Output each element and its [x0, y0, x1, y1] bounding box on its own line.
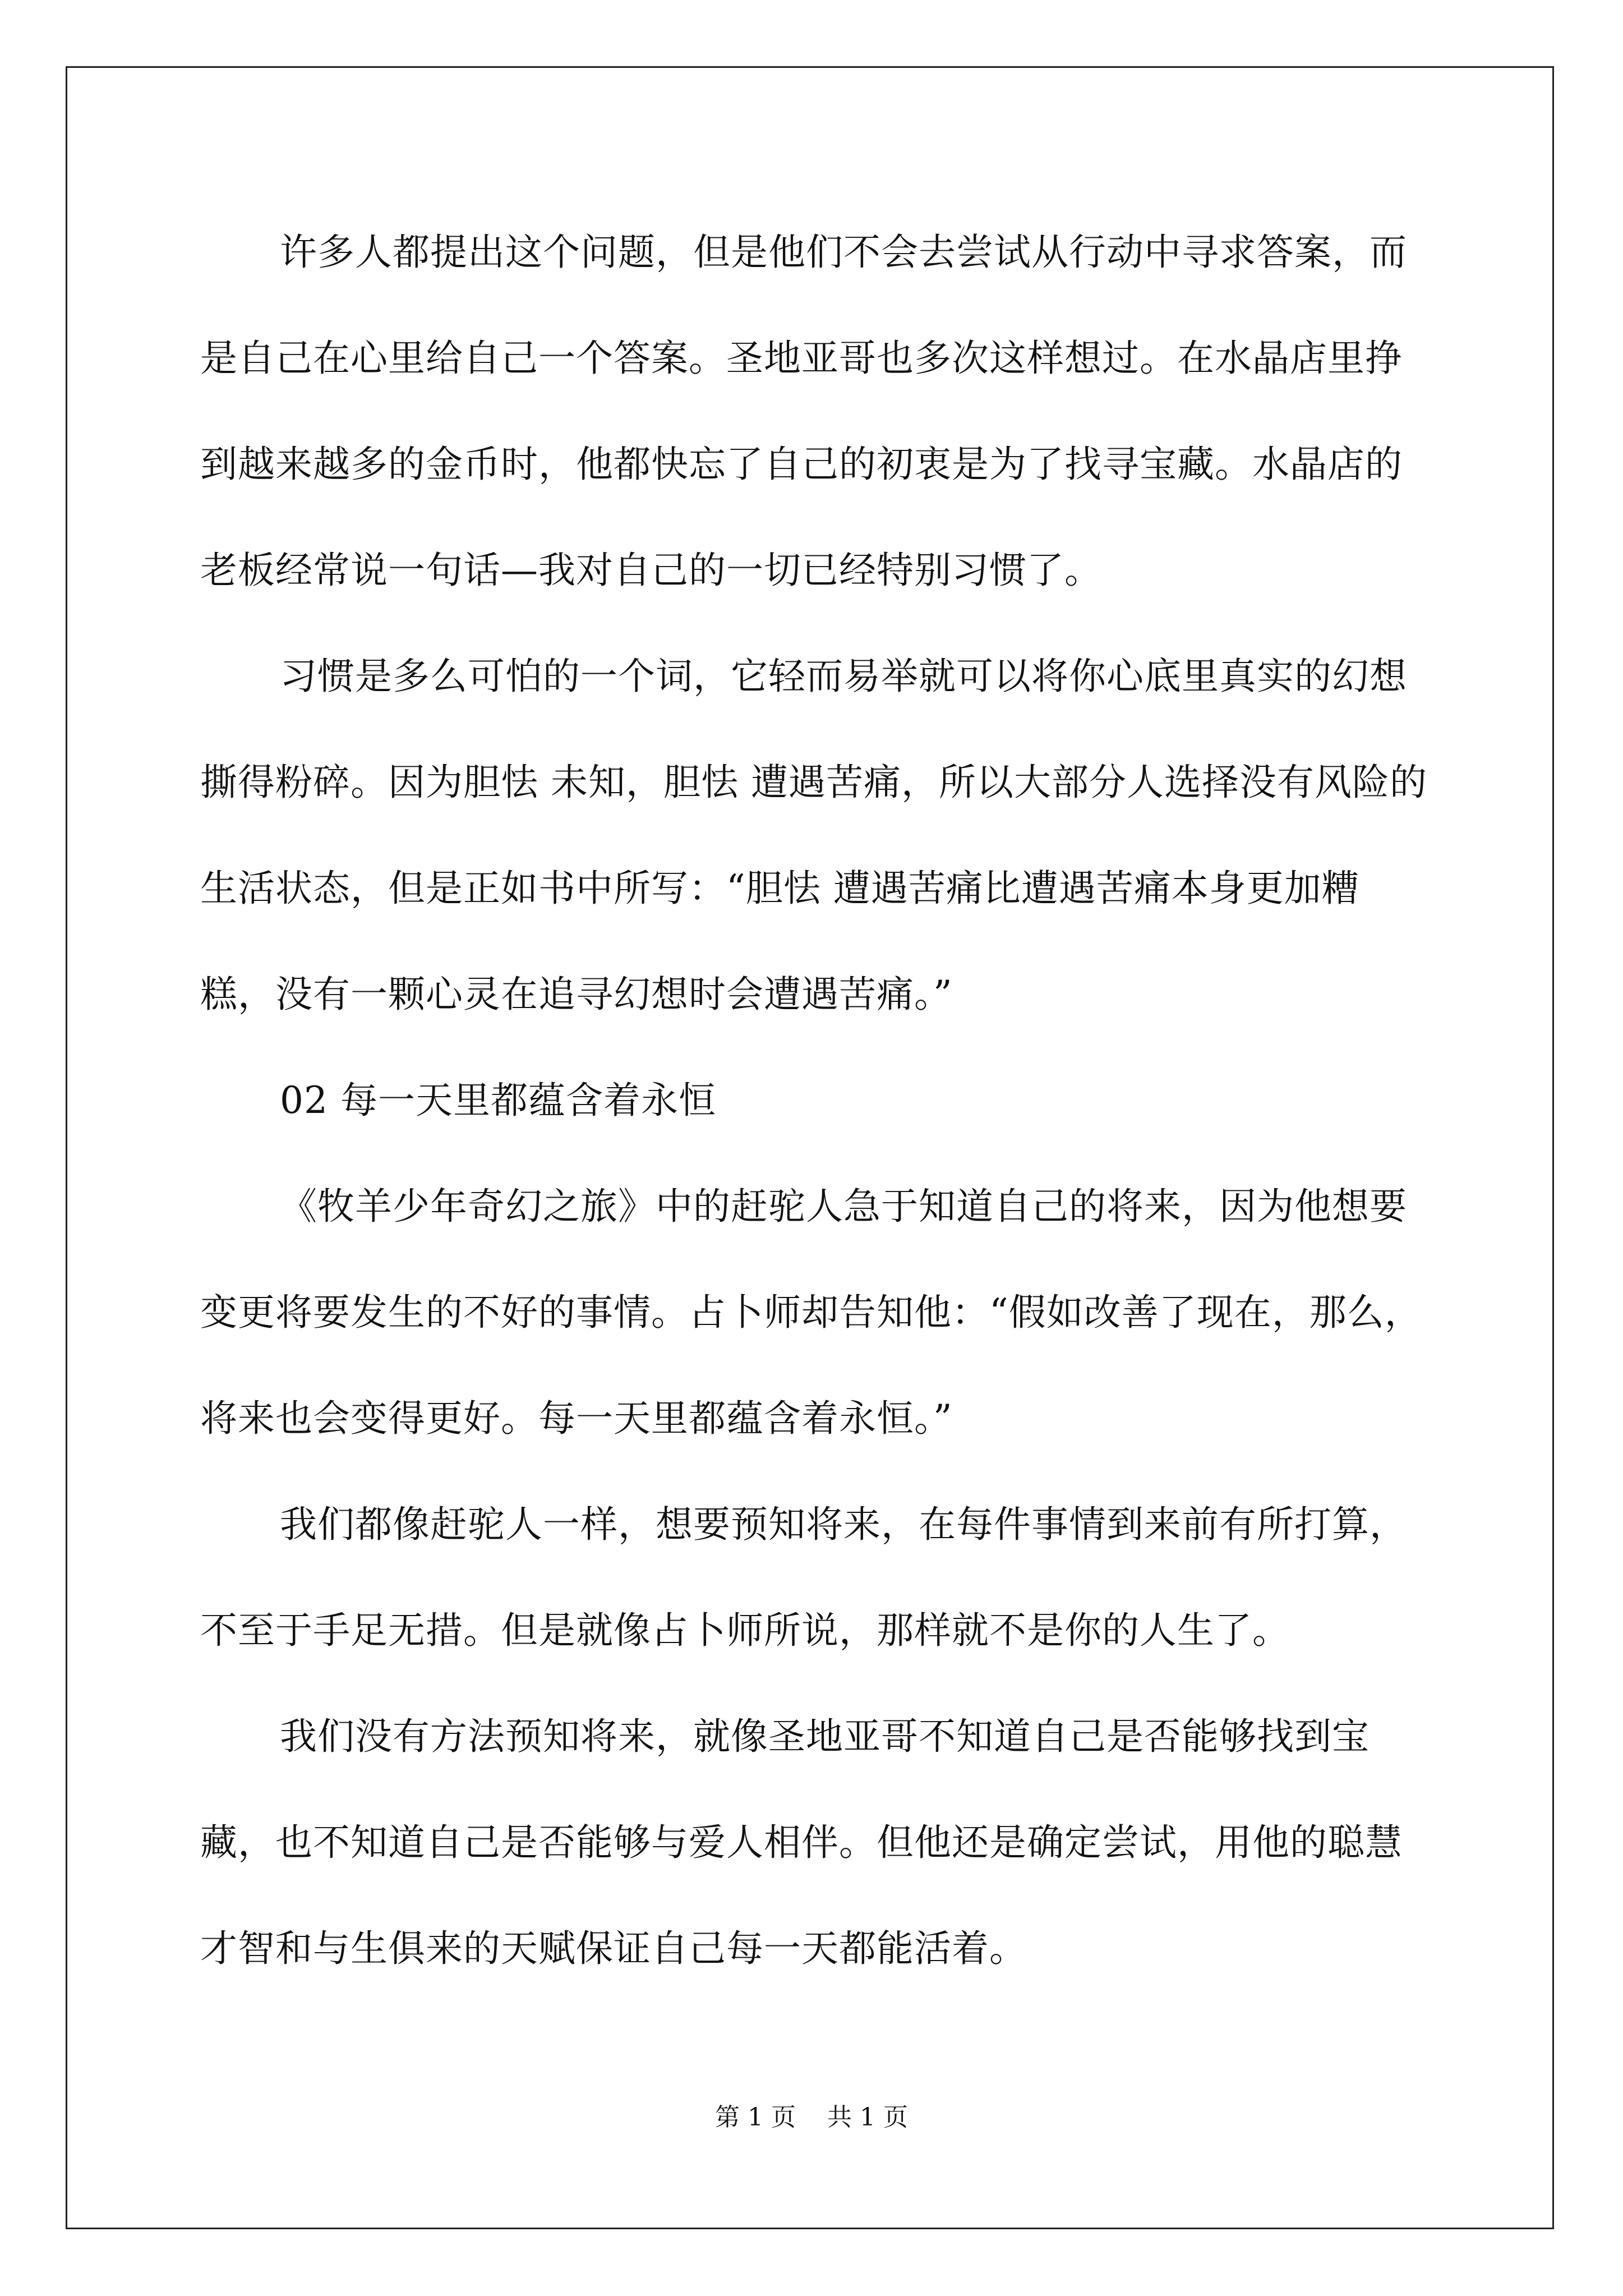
- paragraph-camel-driver: 《牧羊少年奇幻之旅》中的赶驼人急于知道自己的将来，因为他想要变更将要发生的不好的事情。占卜师却告知他：“假如改善了现在，那么，将来也会变得更好。每一天里都蕴含着永恒。”: [200, 1185, 1422, 1440]
- document-body: [200, 199, 1434, 2001]
- section-heading: 02 每一天里都蕴含着永恒: [280, 1079, 716, 1122]
- paragraph-predict-future: 我们都像赶驼人一样，想要预知将来，在每件事情到来前有所打算，不至于手足无措。但是就像占卜师所说，那样就不是你的人生了。: [200, 1503, 1407, 1652]
- page-total: 共 1 页: [827, 2103, 908, 2132]
- page-footer: [0, 2097, 1623, 2133]
- paragraph-habit-fear: 习惯是多么可怕的一个词，它轻而易举就可以将你心底里真实的幻想撕得粉碎。因为胆怯 未知，胆怯 遭遇苦痛，所以大部分人选择没有风险的生活状态，但是正如书中所写：“胆怯 遭遇苦痛比遭遇苦痛本身更加糟糕，没有一颗心灵在追寻幻想时会遭遇苦痛。”: [200, 655, 1427, 1016]
- page-number: 第 1 页: [715, 2103, 796, 2132]
- paragraph-santiago: 我们没有方法预知将来，就像圣地亚哥不知道自己是否能够找到宝藏，也不知道自己是否能够与爱人相伴。但他还是确定尝试，用他的聪慧才智和与生俱来的天赋保证自己每一天都能活着。: [200, 1715, 1403, 1970]
- paragraph-habit-question: 许多人都提出这个问题，但是他们不会去尝试从行动中寻求答案，而是自己在心里给自己一个答案。圣地亚哥也多次这样想过。在水晶店里挣到越来越多的金币时，他都快忘了自己的初衷是为了找寻宝藏。水晶店的老板经常说一句话—我对自己的一切已经特别习惯了。: [200, 231, 1407, 592]
